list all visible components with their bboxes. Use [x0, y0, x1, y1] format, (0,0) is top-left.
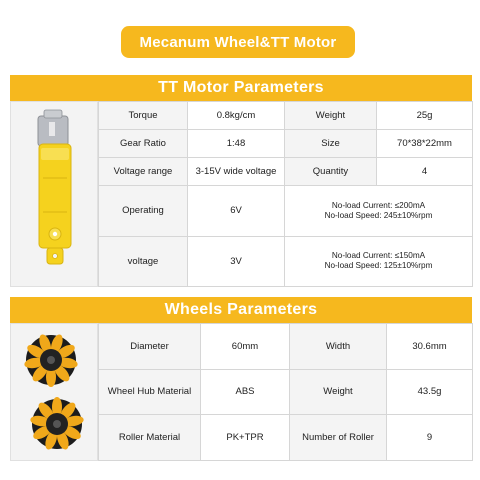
param-value-multiline: [285, 186, 473, 236]
mecanum-wheel-icon: [11, 324, 99, 462]
param-label: Weight: [290, 369, 387, 415]
param-value: PK+TPR: [201, 415, 290, 461]
param-value: 43.5g: [387, 369, 473, 415]
param-value: 3-15V wide voltage: [188, 158, 285, 186]
param-value: 6V: [188, 186, 285, 236]
table-row: [99, 236, 473, 286]
no-load-current: No-load Current: ≤200mA: [331, 200, 426, 210]
wheels-section-heading: Wheels Parameters: [10, 297, 472, 323]
table-row: [99, 130, 473, 158]
param-value-multiline: [285, 236, 473, 286]
param-label: Gear Ratio: [99, 130, 188, 158]
table-row: [99, 324, 473, 370]
table-row: [99, 102, 473, 130]
no-load-speed: No-load Speed: 125±10%rpm: [324, 261, 433, 271]
param-label: Weight: [285, 102, 377, 130]
param-label: Quantity: [285, 158, 377, 186]
wheels-parameters-panel: [10, 323, 472, 461]
param-label: Torque: [99, 102, 188, 130]
param-label: Voltage range: [99, 158, 188, 186]
tt-section-heading: TT Motor Parameters: [10, 75, 472, 101]
table-row: [99, 369, 473, 415]
wheels-parameters-table: [98, 323, 473, 461]
tt-parameters-panel: [10, 101, 472, 287]
param-label: voltage: [99, 236, 188, 286]
no-load-current: No-load Current: ≤150mA: [331, 251, 426, 261]
param-value: 25g: [377, 102, 473, 130]
no-load-speed: No-load Speed: 245±10%rpm: [324, 210, 433, 220]
param-value: 3V: [188, 236, 285, 286]
param-label: Operating: [99, 186, 188, 236]
table-row: [99, 158, 473, 186]
page-title: Mecanum Wheel&TT Motor: [121, 26, 355, 58]
param-label: Size: [285, 130, 377, 158]
tt-parameters-table: [98, 101, 473, 287]
param-label: Number of Roller: [290, 415, 387, 461]
table-row: [99, 186, 473, 236]
param-value: 60mm: [201, 324, 290, 370]
param-value: 30.6mm: [387, 324, 473, 370]
param-value: 1:48: [188, 130, 285, 158]
tt-motor-image: [10, 101, 98, 287]
param-label: Wheel Hub Material: [99, 369, 201, 415]
tt-motor-icon: [11, 102, 99, 288]
param-value: 70*38*22mm: [377, 130, 473, 158]
param-value: 0.8kg/cm: [188, 102, 285, 130]
param-label: Width: [290, 324, 387, 370]
param-label: Diameter: [99, 324, 201, 370]
param-value: ABS: [201, 369, 290, 415]
table-row: [99, 415, 473, 461]
param-value: 4: [377, 158, 473, 186]
param-value: 9: [387, 415, 473, 461]
param-label: Roller Material: [99, 415, 201, 461]
mecanum-wheel-image: [10, 323, 98, 461]
